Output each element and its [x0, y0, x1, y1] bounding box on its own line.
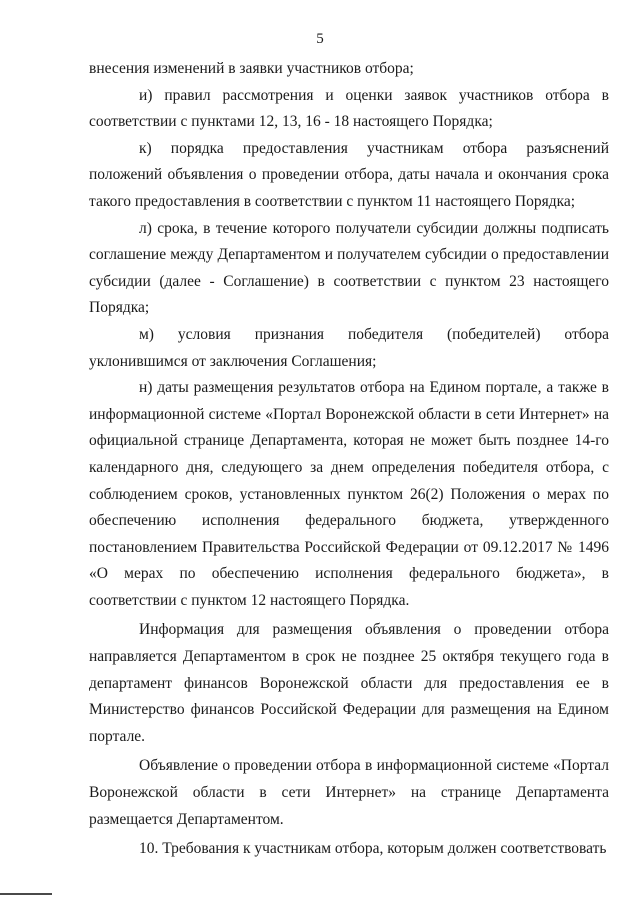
- paragraph-item-i: и) правил рассмотрения и оценки заявок участников отбора в соответствии с пунктами 12, 13, 16 - 18 настоящего Порядка;: [89, 86, 609, 131]
- paragraph-announcement: Объявление о проведении отбора в информационной системе «Портал Воронежской области в сети Интернет» на странице Департамента размещается Департаментом.: [89, 757, 609, 828]
- paragraph-item-m: м) условия признания победителя (победителей) отбора уклонившимся от заключения Соглашения;: [89, 325, 609, 370]
- paragraph-item-n: н) даты размещения результатов отбора на Едином портале, а также в информационной системе «Портал Воронежской области в сети Интернет» на официальной странице Департамента, которая не может быть позднее 14-го календарного дня, следующего за днем определения победителя отбора, с соблюдением сроков, установленных пунктом 26(2) Положения о мерах по обеспечению исполнения федерального бюджета, утвержденного постановлением Правительства Российской Федерации от 09.12.2017 № 1496 «О мерах по обеспечению исполнения федерального бюджета», в соответствии с пунктом 12 настоящего Порядка.: [89, 379, 609, 609]
- paragraph-item-k: к) порядка предоставления участникам отбора разъяснений положений объявления о проведении отбора, даты начала и окончания срока такого предоставления в соответствии с пунктом 11 настоящего Порядка;: [89, 139, 609, 210]
- document-body: [89, 56, 609, 863]
- paragraph-item-l: л) срока, в течение которого получатели субсидии должны подписать соглашение между Департаментом и получателем субсидии о предоставлении субсидии (далее - Соглашение) в соответствии с пунктом 23 настоящего Порядка;: [89, 219, 609, 317]
- paragraph-continuation: внесения изменений в заявки участников отбора;: [89, 60, 414, 77]
- page-number: 5: [316, 31, 324, 47]
- paragraph-information: Информация для размещения объявления о проведении отбора направляется Департаментом в срок не позднее 25 октября текущего года в департамент финансов Воронежской области для предоставления ее в Министерство финансов Российской Федерации для размещения на Едином портале.: [89, 621, 609, 745]
- paragraph-section-10: 10. Требования к участникам отбора, которым должен соответствовать: [139, 840, 607, 858]
- scan-edge-mark: [0, 893, 52, 895]
